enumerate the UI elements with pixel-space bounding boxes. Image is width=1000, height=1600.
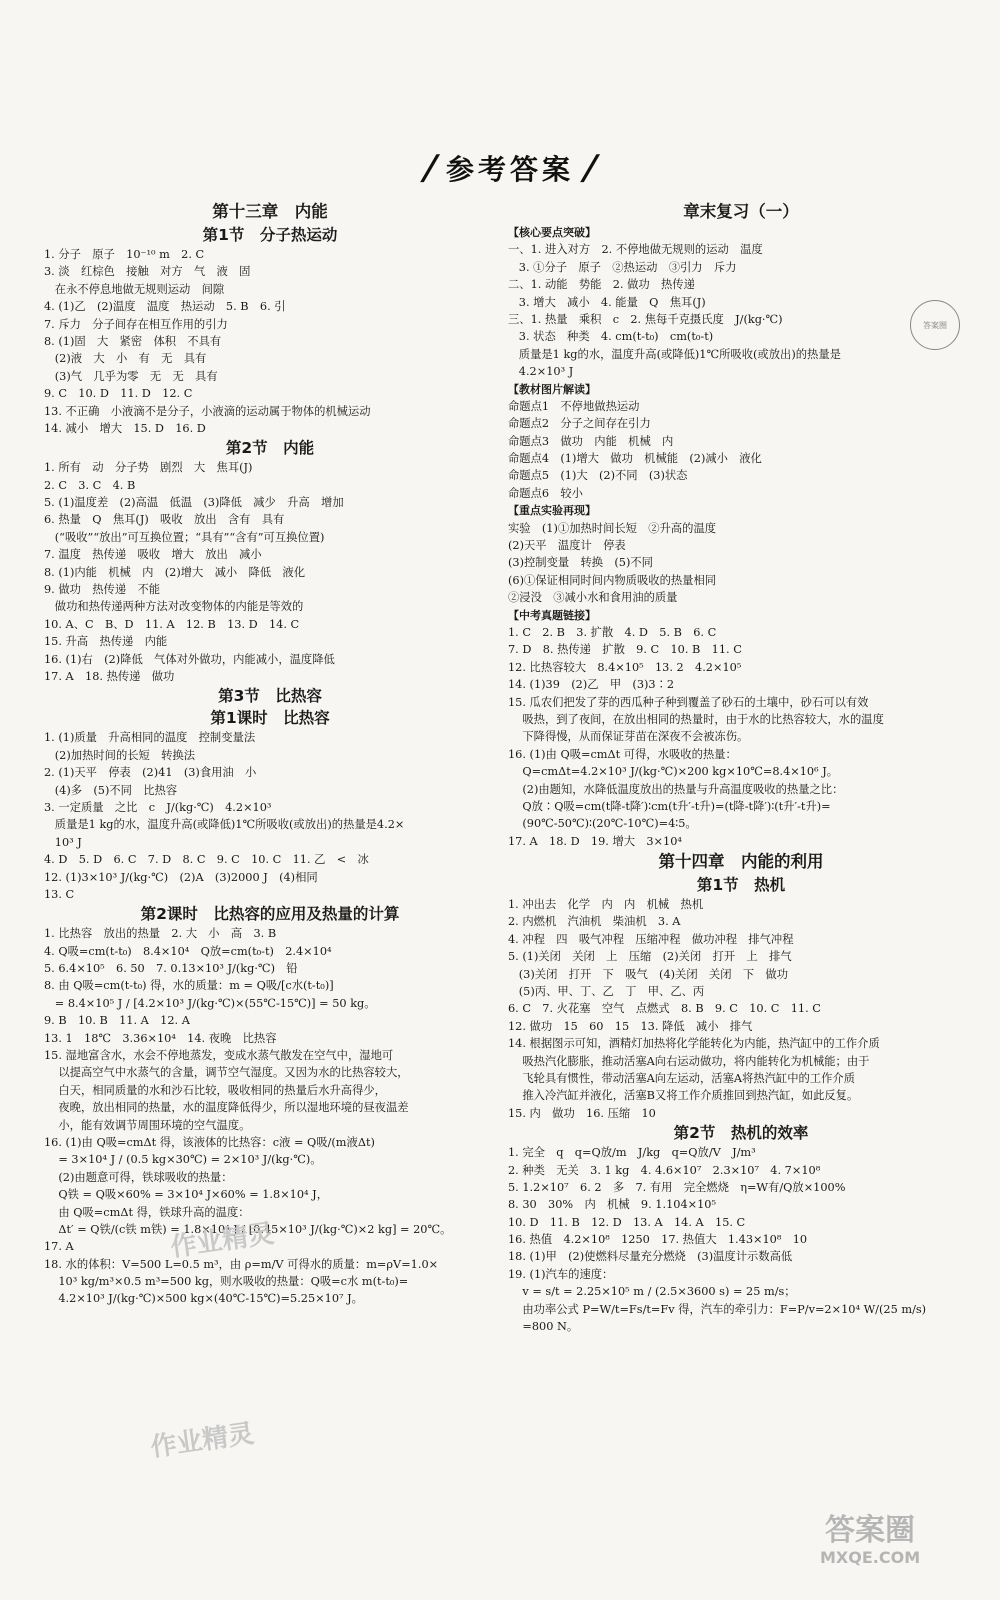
answer-line: 8. (1)固 大 紧密 体积 不具有: [44, 334, 222, 348]
answer-line: (4)多 (5)不同 比热容: [44, 783, 178, 797]
answer-line: 18. 水的体积：V=500 L=0.5 m³，由 ρ=m/V 可得水的质量：m=ρV=1.0×: [44, 1257, 439, 1271]
left-column: [44, 200, 496, 1308]
section-heading: 第2节 内能: [225, 439, 315, 458]
answer-line: 3. 一定质量 之比 c J/(kg·℃) 4.2×10³: [44, 800, 272, 814]
subsection-tag: 【重点实验再现】: [508, 504, 596, 518]
page-title: 参考答案: [445, 153, 574, 186]
answer-line: 1. 分子 原子 10⁻¹⁰ m 2. C: [44, 248, 205, 261]
watermark: 作业精灵: [168, 1218, 276, 1264]
answer-line: 由功率公式 P=W/t=Fs/t=Fv 得，汽车的牵引力：F=P/v=2×10⁴ W/(25 m/s): [508, 1302, 927, 1316]
answer-line: 实验 (1)①加热时间长短 ②升高的温度: [508, 521, 717, 535]
answer-line: Q铁 = Q吸×60% = 3×10⁴ J×60% = 1.8×10⁴ J，: [44, 1188, 328, 1202]
answer-line: (2)液 大 小 有 无 具有: [44, 352, 207, 366]
answer-line: 质量是1 kg的水，温度升高(或降低)1℃所吸收(或放出)的热量是: [508, 347, 841, 361]
chapter-heading: 第十四章 内能的利用: [658, 852, 824, 872]
subsection-tag: 【核心要点突破】: [508, 226, 596, 239]
answer-line: 在永不停息地做无规则运动 间隙: [44, 282, 225, 296]
answer-line: 4.2×10³ J: [508, 365, 574, 379]
answer-line: 三、1. 热量 乘积 c 2. 焦每千克摄氏度 J/(kg·℃): [508, 312, 783, 326]
answer-line: 推入冷汽缸并液化，活塞B又将工作介质推回到热汽缸，如此反复。: [508, 1089, 859, 1103]
answer-line: 17. A 18. 热传递 做功: [44, 669, 175, 683]
answer-line: (2)由题知，水降低温度放出的热量与升高温度吸收的热量之比：: [508, 782, 844, 796]
corner-stamp: 答案圈: [910, 300, 960, 350]
answer-line: 13. C: [44, 887, 75, 901]
section-heading: 第1节 热机: [696, 876, 786, 895]
answer-line: 9. 做功 热传递 不能: [44, 583, 161, 597]
slash-left: /: [418, 148, 442, 188]
answer-line: =800 N。: [508, 1320, 579, 1334]
section-heading: 第2课时 比热容的应用及热量的计算: [140, 905, 400, 924]
answer-line: 4. (1)乙 (2)温度 温度 热运动 5. B 6. 引: [44, 300, 286, 314]
watermark: MXQE.COM: [820, 1548, 921, 1567]
answer-line: 13. 1 18℃ 3.36×10⁴ 14. 夜晚 比热容: [44, 1031, 277, 1045]
answer-line: (3)关闭 打开 下 吸气 (4)关闭 关闭 下 做功: [508, 967, 789, 981]
answer-line: 12. 比热容较大 8.4×10⁵ 13. 2 4.2×10⁵: [508, 660, 742, 674]
answer-line: 5. 1.2×10⁷ 6. 2 多 7. 有用 完全燃烧 η=W有/Q放×100%: [508, 1180, 846, 1194]
answer-line: 12. (1)3×10³ J/(kg·℃) (2)A (3)2000 J (4)相同: [44, 870, 318, 884]
answer-line: (2)由题意可得，铁球吸收的热量：: [44, 1170, 233, 1184]
answer-line: 命题点1 不停地做热运动: [508, 399, 640, 413]
answer-line: Δt′ = Q铁/(c铁 m铁) = 1.8×10⁴ J / [0.45×10³ J/(kg·℃)×2 kg] = 20℃。: [44, 1222, 452, 1236]
subsection-tag: 【中考真题链接】: [508, 608, 596, 622]
answer-line: 命题点4 (1)增大 做功 机械能 (2)减小 液化: [508, 452, 762, 466]
chapter-heading: 第十三章 内能: [212, 202, 328, 221]
answer-line: 14. (1)39 (2)乙 甲 (3)3∶2: [508, 678, 675, 692]
answer-line: 命题点5 (1)大 (2)不同 (3)状态: [508, 469, 688, 483]
answer-line: = 3×10⁴ J / (0.5 kg×30℃) = 2×10³ J/(kg·℃)。: [44, 1153, 322, 1167]
chapter-heading: 章末复习（一）: [683, 202, 799, 221]
answer-line: 一、1. 进入对方 2. 不停地做无规则的运动 温度: [508, 243, 763, 257]
watermark: 作业精灵: [148, 1418, 256, 1464]
answer-line: (2)加热时间的长短 转换法: [44, 748, 196, 762]
answer-line: 19. (1)汽车的速度：: [508, 1267, 614, 1281]
answer-line: 吸热，到了夜间，在放出相同的热量时，由于水的比热容较大，水的温度: [508, 712, 884, 726]
answer-line: 17. A: [44, 1240, 74, 1254]
answer-line: 8. (1)内能 机械 内 (2)增大 减小 降低 液化: [44, 565, 306, 579]
answer-line: 6. C 7. 火花塞 空气 点燃式 8. B 9. C 10. C 11. C: [508, 1002, 821, 1016]
answer-line: 16. (1)由 Q吸=cmΔt 可得，水吸收的热量：: [508, 747, 737, 761]
answer-line: 9. C 10. D 11. D 12. C: [44, 387, 193, 401]
answer-line: 15. 内 做功 16. 压缩 10: [508, 1106, 656, 1120]
answer-line: 17. A 18. D 19. 增大 3×10⁴: [508, 834, 682, 848]
answer-line: 二、1. 动能 势能 2. 做功 热传递: [508, 278, 695, 292]
answer-line: 5. (1)关闭 关闭 上 压缩 (2)关闭 打开 上 排气: [508, 950, 792, 964]
answer-line: = 8.4×10⁵ J / [4.2×10³ J/(kg·℃)×(55℃-15℃)] = 50 kg。: [44, 996, 376, 1010]
answer-line: 7. D 8. 热传递 扩散 9. C 10. B 11. C: [508, 643, 742, 657]
answer-line: 6. 热量 Q 焦耳(J) 吸收 放出 含有 具有: [44, 513, 285, 527]
answer-line: 命题点3 做功 内能 机械 内: [508, 434, 674, 448]
answer-line: 9. B 10. B 11. A 12. A: [44, 1014, 190, 1028]
answer-line: (“吸收”“放出”可互换位置；“具有”“含有”可互换位置): [44, 530, 325, 544]
answer-line: 10. A、C B、D 11. A 12. B 13. D 14. C: [44, 617, 300, 631]
answer-line: 3. 淡 红棕色 接触 对方 气 液 固: [44, 265, 251, 279]
answer-line: 3. ①分子 原子 ②热运动 ③引力 斥力: [508, 260, 737, 274]
answer-line: 2. C 3. C 4. B: [44, 478, 136, 492]
answer-line: 下降得慢，从而保证芽苗在深夜不会被冻伤。: [508, 730, 749, 744]
answer-line: 16. 热值 4.2×10⁸ 1250 17. 热值大 1.43×10⁸ 10: [508, 1233, 808, 1247]
answer-line: 1. 完全 q q=Q放/m J/kg q=Q放/V J/m³: [508, 1146, 756, 1160]
answer-line: 10³ kg/m³×0.5 m³=500 kg，则水吸收的热量：Q吸=c水 m(t-t₀)=: [44, 1275, 409, 1289]
answer-line: (90℃-50℃)∶(20℃-10℃)=4∶5。: [508, 817, 697, 831]
answer-line: ②浸没 ③减小水和食用油的质量: [508, 591, 678, 605]
answer-line: 质量是1 kg的水，温度升高(或降低)1℃所吸收(或放出)的热量是4.2×: [44, 818, 405, 832]
answer-line: 4. 冲程 四 吸气冲程 压缩冲程 做功冲程 排气冲程: [508, 932, 794, 946]
answer-line: 白天，相同质量的水和沙石比较，吸收相同的热量后水升高得少，: [44, 1083, 386, 1097]
answer-line: Q放∶Q吸=cm(t降-t降′)∶cm(t升′-t升)=(t降-t降′)∶(t升′-t升)=: [508, 799, 831, 813]
answer-line: 1. C 2. B 3. 扩散 4. D 5. B 6. C: [508, 625, 717, 639]
section-heading: 第1节 分子热运动: [202, 226, 338, 244]
answer-line: 4. Q吸=cm(t-t₀) 8.4×10⁴ Q放=cm(t₀-t) 2.4×10⁴: [44, 944, 332, 958]
answer-line: 5. (1)温度差 (2)高温 低温 (3)降低 减少 升高 增加: [44, 496, 344, 510]
answer-line: 10³ J: [44, 835, 82, 849]
answer-line: 1. 冲出去 化学 内 内 机械 热机: [508, 898, 704, 912]
answer-line: 15. 升高 热传递 内能: [44, 635, 168, 649]
answer-line: (6)①保证相同时间内物质吸收的热量相同: [508, 573, 717, 587]
answer-line: (3)气 几乎为零 无 无 具有: [44, 369, 218, 383]
answer-line: 12. 做功 15 60 15 13. 降低 减小 排气: [508, 1019, 753, 1033]
answer-line: 3. 状态 种类 4. cm(t-t₀) cm(t₀-t): [508, 330, 714, 344]
answer-line: 16. (1)由 Q吸=cmΔt 得，该液体的比热容：c液 = Q吸/(m液Δt): [44, 1135, 375, 1149]
answer-line: 吸热汽化膨胀，推动活塞A向右运动做功，将内能转化为机械能；由于: [508, 1054, 870, 1068]
subsection-tag: 【教材图片解读】: [508, 382, 596, 396]
answer-line: 3. 增大 减小 4. 能量 Q 焦耳(J): [508, 295, 706, 309]
right-column: [508, 200, 974, 1335]
answer-line: 14. 减小 增大 15. D 16. D: [44, 421, 206, 435]
answer-line: 10. D 11. B 12. D 13. A 14. A 15. C: [508, 1215, 746, 1229]
answer-line: 15. 瓜农们把发了芽的西瓜种子种到覆盖了砂石的土壤中，砂石可以有效: [508, 695, 869, 709]
answer-line: (2)天平 温度计 停表: [508, 539, 626, 553]
answer-line: 7. 温度 热传递 吸收 增大 放出 减小: [44, 548, 262, 562]
answer-line: 4. D 5. D 6. C 7. D 8. C 9. C 10. C 11. 乙 < 冰: [44, 853, 369, 867]
answer-line: 8. 由 Q吸=cm(t-t₀) 得，水的质量：m = Q吸/[c水(t-t₀)]: [44, 979, 334, 993]
answer-line: (3)控制变量 转换 (5)不同: [508, 556, 653, 570]
section-heading: 第1课时 比热容: [210, 709, 330, 728]
answer-line: 14. 根据图示可知，酒精灯加热将化学能转化为内能，热汽缸中的工作介质: [508, 1037, 880, 1051]
answer-line: 1. (1)质量 升高相同的温度 控制变量法: [44, 731, 256, 745]
answer-line: 5. 6.4×10⁵ 6. 50 7. 0.13×10³ J/(kg·℃) 铅: [44, 962, 298, 976]
answer-line: 命题点6 较小: [508, 486, 583, 500]
answer-line: 2. 种类 无关 3. 1 kg 4. 4.6×10⁷ 2.3×10⁷ 4. 7×10⁸: [508, 1163, 821, 1177]
answer-line: 1. 所有 动 分子势 剧烈 大 焦耳(J): [44, 461, 253, 475]
answer-line: (5)丙、甲、丁、乙 丁 甲、乙、丙: [508, 985, 705, 999]
answer-line: 命题点2 分子之间存在引力: [508, 417, 651, 431]
answer-line: 15. 湿地富含水，水会不停地蒸发，变成水蒸气散发在空气中，湿地可: [44, 1049, 394, 1063]
answer-line: 4.2×10³ J/(kg·℃)×500 kg×(40℃-15℃)=5.25×10⁷ J。: [44, 1292, 363, 1306]
answer-line: 2. 内燃机 汽油机 柴油机 3. A: [508, 915, 681, 929]
answer-line: 13. 不正确 小液滴不是分子，小液滴的运动属于物体的机械运动: [44, 404, 371, 418]
answer-line: 以提高空气中水蒸气的含量，调节空气湿度。又因为水的比热容较大，: [44, 1066, 409, 1080]
watermark: 答案圈: [825, 1513, 915, 1548]
answer-line: Q=cmΔt=4.2×10³ J/(kg·℃)×200 kg×10℃=8.4×10⁶ J。: [508, 765, 839, 779]
answer-line: 8. 30 30% 内 机械 9. 1.104×10⁵: [508, 1198, 717, 1212]
answer-line: 做功和热传递两种方法对改变物体的内能是等效的: [44, 600, 304, 614]
answer-line: v = s/t = 2.25×10⁵ m / (2.5×3600 s) = 25 m/s；: [508, 1285, 796, 1299]
answer-line: 7. 斥力 分子间存在相互作用的引力: [44, 317, 228, 331]
answer-line: 小，能有效调节周围环境的空气温度。: [44, 1118, 251, 1132]
answer-banner: [390, 148, 630, 188]
answer-line: 1. 比热容 放出的热量 2. 大 小 高 3. B: [44, 927, 277, 941]
answer-line: 由 Q吸=cmΔt 得，铁球升高的温度：: [44, 1205, 250, 1219]
section-heading: 第2节 热机的效率: [673, 1124, 809, 1143]
answer-line: 2. (1)天平 停表 (2)41 (3)食用油 小: [44, 766, 257, 780]
answer-line: 飞轮具有惯性，带动活塞A向左运动，活塞A将热汽缸中的工作介质: [508, 1071, 855, 1085]
answer-line: 16. (1)右 (2)降低 气体对外做功，内能减小，温度降低: [44, 652, 335, 666]
answer-line: 18. (1)甲 (2)使燃料尽量充分燃烧 (3)温度计示数高低: [508, 1250, 793, 1264]
answer-line: 夜晚，放出相同的热量，水的温度降低得少，所以湿地环境的昼夜温差: [44, 1101, 409, 1115]
section-heading: 第3节 比热容: [218, 687, 322, 706]
slash-right: /: [578, 148, 602, 188]
